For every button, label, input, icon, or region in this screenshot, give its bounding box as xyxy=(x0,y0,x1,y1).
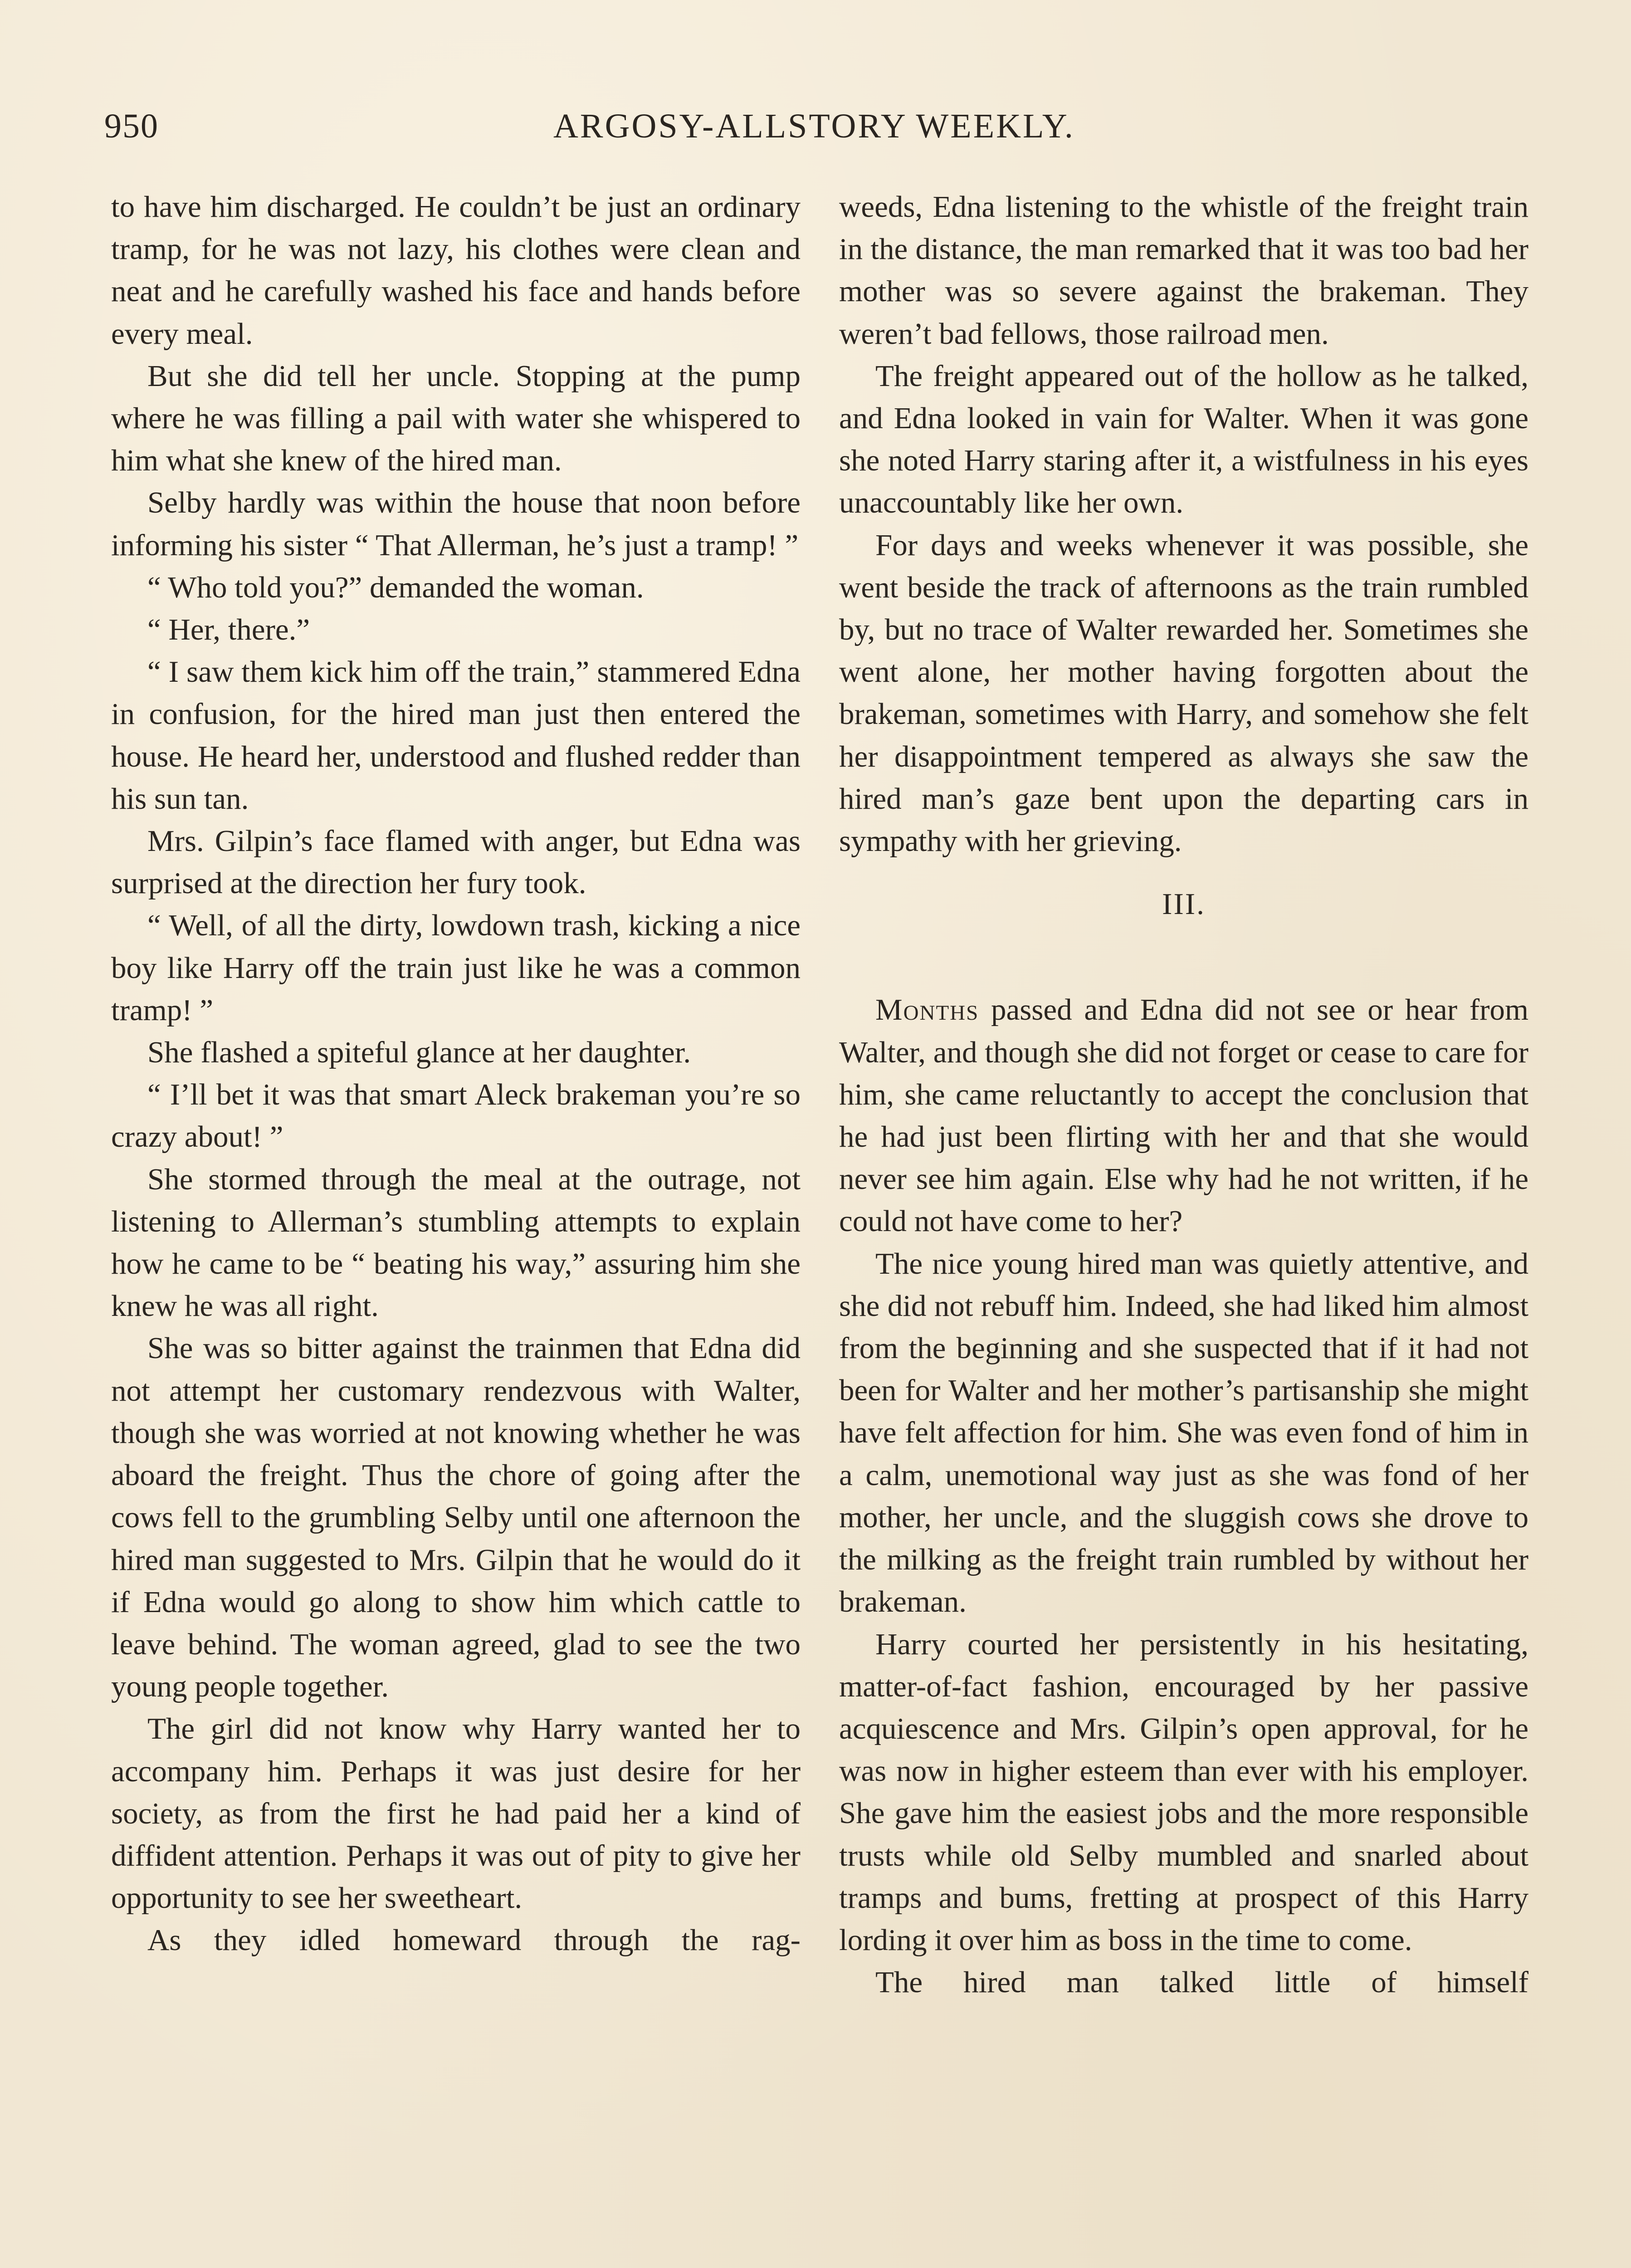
paragraph: “ I saw them kick him off the train,” stammered Edna in confusion, for the hired man just then entered the house. He heard her, understood and flushed redder than his sun tan. xyxy=(111,655,801,816)
section-first-word: Months xyxy=(875,993,979,1027)
paragraph: The girl did not know why Harry wanted her to accompany him. Perhaps it was just desire for her society, as from the first he had paid her a kind of diffident attention. Perhaps it was out of pity to give her opportunity to see her sweetheart. xyxy=(111,1712,801,1915)
left-column xyxy=(111,186,801,1962)
right-column xyxy=(839,186,1528,2004)
paragraph: For days and weeks whenever it was possible, she went beside the track of afternoons as the train rumbled by, but no trace of Walter rewarded her. Sometimes she went alone, her mother having forgotten about the brakeman, sometimes with Harry, and somehow she felt her disappointment tempered as always she saw the hired man’s gaze bent upon the departing cars in sympathy with her grieving. xyxy=(839,528,1528,858)
paragraph: The nice young hired man was quietly attentive, and she did not rebuff him. Indeed, she had liked him almost from the beginning and she suspected that if it had not been for Walter and her mother’s partisanship she might have felt affection for him. She was even fond of him in a calm, unemotional way just as she was fond of her mother, her uncle, and the sluggish cows she drove to the milking as the freight train rumbled by without her brakeman. xyxy=(839,1246,1528,1619)
page-header xyxy=(104,103,1524,149)
paragraph: The freight appeared out of the hollow as he talked, and Edna looked in vain for Walter. When it was gone she noted Harry staring after it, a wistfulness in his eyes unaccountably like her own. xyxy=(839,359,1528,520)
paragraph: Selby hardly was within the house that noon before informing his sister “ That Allerman, he’s just a tramp! ” xyxy=(111,486,801,562)
page-number: 950 xyxy=(104,107,159,145)
paragraph: She was so bitter against the trainmen that Edna did not attempt her customary rendezvous with Walter, though she was worried at not knowing whether he was aboard the freight. Thus the chore of going after the cows fell to the grumbling Selby until one afternoon the hired man suggested to Mrs. Gilpin that he would do it if Edna would go along to show him which cattle to leave behind. The woman agreed, glad to see the two young people together. xyxy=(111,1331,801,1704)
paragraph: “ Her, there.” xyxy=(147,613,310,647)
section-paragraph-text: passed and Edna did not see or hear from Walter, and though she did not forget or cease to care for him, she came reluctantly to accept the conclusion that he had just been flirting with her and that she would never see him again. Else why had he not written, if he could not have come to her? xyxy=(839,993,1528,1238)
paragraph: “ I’ll bet it was that smart Aleck brakeman you’re so crazy about! ” xyxy=(111,1078,801,1154)
paragraph: She stormed through the meal at the outrage, not listening to Allerman’s stumbling attempts to explain how he came to be “ beating his way,” assuring him she knew he was all right. xyxy=(111,1162,801,1323)
paragraph: She flashed a spiteful glance at her daughter. xyxy=(147,1036,691,1070)
paragraph: to have him discharged. He couldn’t be just an ordinary tramp, for he was not lazy, his clothes were clean and neat and he carefully washed his face and hands before every meal. xyxy=(111,190,801,351)
running-title: ARGOSY-ALLSTORY WEEKLY. xyxy=(553,107,1075,145)
paragraph: “ Well, of all the dirty, lowdown trash, kicking a nice boy like Harry off the train just like he was a common tramp! ” xyxy=(111,909,801,1027)
paragraph: Mrs. Gilpin’s face flamed with anger, but Edna was surprised at the direction her fury took. xyxy=(111,824,801,900)
section-heading: III. xyxy=(1162,887,1206,921)
paragraph: Harry courted her persistently in his hesitating, matter-of-fact fashion, encouraged by her passive acquiescence and Mrs. Gilpin’s open approval, for he was now in higher esteem than ever with his employer. She gave him the easiest jobs and the more responsible trusts while old Selby mumbled and snarled about tramps and bums, fretting at prospect of this Harry lording it over him as boss in the time to come. xyxy=(839,1627,1528,1957)
paragraph: As they idled homeward through the rag- xyxy=(147,1923,801,1957)
section-opening-paragraph xyxy=(839,989,1528,1242)
paragraph: The hired man talked little of himself xyxy=(875,1965,1528,1999)
paragraph: “ Who told you?” demanded the woman. xyxy=(147,570,644,604)
paragraph: weeds, Edna listening to the whistle of the freight train in the distance, the man remarked that it was too bad her mother was so severe against the brakeman. They weren’t bad fellows, those railroad men. xyxy=(839,190,1528,351)
paragraph: But she did tell her uncle. Stopping at the pump where he was filling a pail with water she whispered to him what she knew of the hired man. xyxy=(111,359,801,478)
